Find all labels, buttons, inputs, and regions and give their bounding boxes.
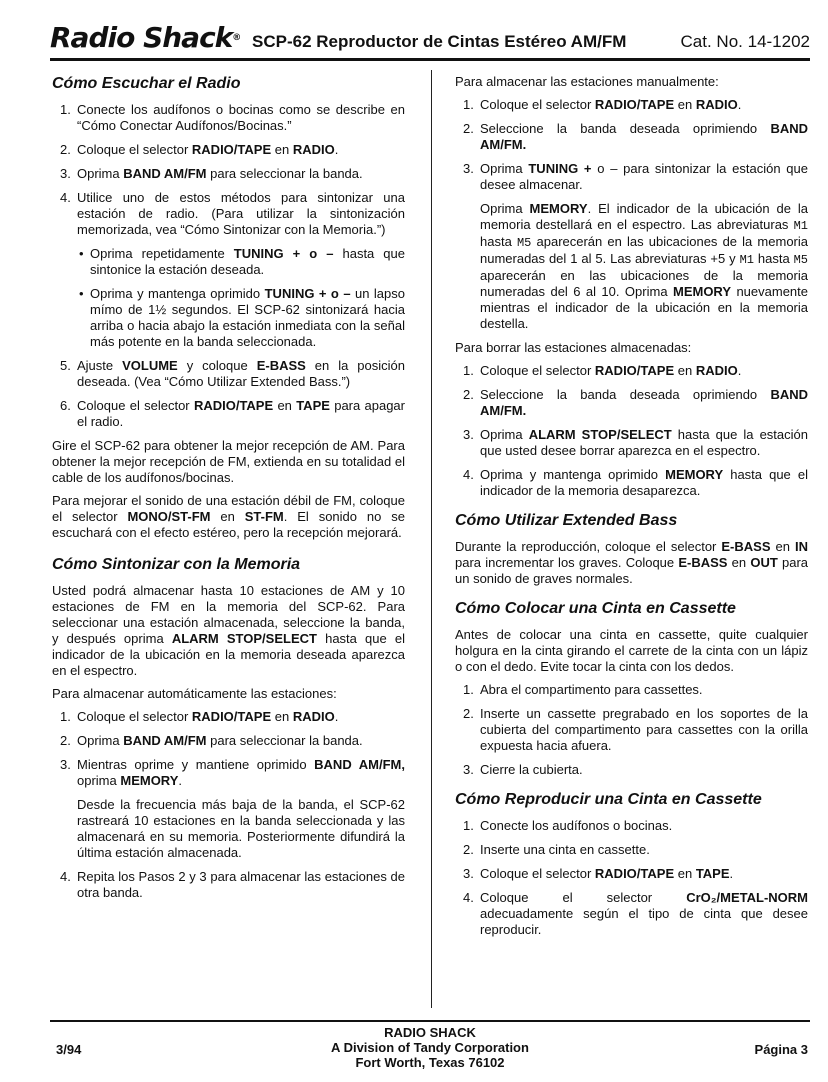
list-item: 5. Ajuste VOLUME y coloque E-BASS en la posición deseada. (Vea “Cómo Utilizar Extended Bass.”) (60, 358, 405, 389)
paragraph: Durante la reproducción, coloque el selector E-BASS en IN para incrementar los graves. Coloque E-BASS en OUT para un sonido de graves normales. (455, 539, 808, 586)
footer-line: RADIO SHACK (384, 1025, 476, 1040)
play-steps (455, 818, 808, 938)
radio-shack-logo: Radio Shack® (50, 21, 241, 54)
list-item: 4. Coloque el selector CrO₂/METAL-NORM adecuadamente según el tipo de cinta que desee reproducir. (463, 890, 808, 937)
right-column (455, 74, 808, 946)
paragraph: Gire el SCP-62 para obtener la mejor recepción de AM. Para obtener la mejor recepción de FM, extienda en su totalidad el cable de los audífonos/bocinas. (52, 438, 405, 485)
step-note: Desde la frecuencia más baja de la banda, el SCP-62 rastreará 10 estaciones en la banda seleccionada y las almacenará en su memoria. Posteriormente difundirá la última estación almacenada. (77, 797, 405, 860)
list-item: 3. Cierre la cubierta. (463, 762, 583, 777)
footer-line: Fort Worth, Texas 76102 (355, 1055, 505, 1070)
list-item: 3. Mientras oprime y mantiene oprimido BAND AM/FM, oprima MEMORY. (60, 757, 405, 788)
list-item: 6. Coloque el selector RADIO/TAPE en TAPE para apagar el radio. (60, 398, 405, 429)
paragraph: Antes de colocar una cinta en cassette, quite cualquier holgura en la cinta girando el carrete de la cinta con un lápiz o con el dedo. Evite tocar la cinta con los dedos. (455, 627, 808, 674)
manual-store-steps (455, 97, 808, 332)
auto-store-steps (52, 709, 405, 901)
list-item: 3. Oprima ALARM STOP/SELECT hasta que la estación que usted desee borrar aparezca en el espectro. (463, 427, 808, 458)
footer-line: A Division of Tandy Corporation (331, 1040, 529, 1055)
heading-extended-bass: Cómo Utilizar Extended Bass (455, 512, 678, 529)
document-title: SCP-62 Reproductor de Cintas Estéreo AM/FM (252, 32, 627, 51)
heading-listen-radio: Cómo Escuchar el Radio (52, 75, 241, 92)
list-item: 2. Inserte un cassette pregrabado en los soportes de la cubierta del compartimento para cassettes con la orilla expuesta hacia afuera. (463, 706, 808, 753)
paragraph: Usted podrá almacenar hasta 10 estaciones de AM y 10 estaciones de FM en la memoria del SCP-62. Para seleccionar una estación almacenada, seleccione la banda, y después oprima ALARM STOP/SELECT hasta que el indicador de la ubicación en la memoria deseada aparezca en el espectro. (52, 583, 405, 678)
column-divider (431, 70, 432, 1008)
list-item: 2. Seleccione la banda deseada oprimiendo BAND AM/FM. (463, 387, 808, 418)
page-number: Página 3 (754, 1042, 808, 1057)
list-item: 4. Utilice uno de estos métodos para sintonizar una estación de radio. (Para utilizar la sintonización memorizada, vea “Cómo Sintonizar con la Memoria.”) (60, 190, 405, 237)
left-column (52, 74, 405, 909)
heading-memory-tuning: Cómo Sintonizar con la Memoria (52, 556, 301, 573)
erase-steps (455, 363, 808, 499)
header-rule (50, 58, 810, 61)
list-item: 1. Abra el compartimento para cassettes. (463, 682, 703, 697)
step-note: Oprima MEMORY. El indicador de la ubicación de la memoria destellará en el espectro. Las abreviaturas M1 hasta M5 aparecerán en las ubicaciones de la memoria numeradas del 1 al 5. Las abreviaturas +5 y M1 hasta M5 aparecerán en las ubicaciones de la memoria numeradas del 6 al 10. Oprima MEMORY nuevamente mientras el indicador de la ubicación en la memoria destella. (480, 201, 809, 331)
list-item: 2. Inserte una cinta en cassette. (463, 842, 650, 857)
paragraph: Para borrar las estaciones almacenadas: (455, 340, 692, 355)
list-item: 3. Oprima BAND AM/FM para seleccionar la banda. (60, 166, 363, 181)
footer-date: 3/94 (56, 1042, 82, 1057)
list-item: 2. Seleccione la banda deseada oprimiendo BAND AM/FM. (463, 121, 808, 152)
paragraph: Para almacenar las estaciones manualmente: (455, 74, 719, 89)
footer-rule (50, 1020, 810, 1022)
heading-play-cassette: Cómo Reproducir una Cinta en Cassette (455, 791, 762, 808)
list-item: 1. Coloque el selector RADIO/TAPE en RADIO. (463, 97, 742, 112)
paragraph: Para mejorar el sonido de una estación débil de FM, coloque el selector MONO/ST-FM en ST-FM. El sonido no se escuchará con el efecto estéreo, pero la recepción mejorará. (52, 493, 405, 540)
place-steps (455, 682, 808, 778)
footer-company (230, 1025, 630, 1070)
paragraph: Para almacenar automáticamente las estaciones: (52, 686, 337, 701)
heading-place-cassette: Cómo Colocar una Cinta en Cassette (455, 600, 736, 617)
bullet-item: • Oprima y mantenga oprimido TUNING + o – un lapso mímo de 1½ segundos. El SCP-62 sintonizará hacia arriba o hacia abajo la estación inmediata con la señal más potente en la banda seleccionada. (79, 286, 406, 349)
list-item: 1. Conecte los audífonos o bocinas como se describe en “Cómo Conectar Audífonos/Bocinas.” (60, 102, 405, 133)
bullet-item: • Oprima repetidamente TUNING + o – hasta que sintonice la estación deseada. (79, 246, 405, 277)
list-item: 1. Coloque el selector RADIO/TAPE en RADIO. (463, 363, 742, 378)
list-item: 2. Coloque el selector RADIO/TAPE en RADIO. (60, 142, 339, 157)
list-item: 3. Coloque el selector RADIO/TAPE en TAPE. (463, 866, 734, 881)
catalog-number: Cat. No. 14-1202 (680, 32, 810, 51)
list-item: 4. Repita los Pasos 2 y 3 para almacenar las estaciones de otra banda. (60, 869, 405, 900)
list-item: 1. Conecte los audífonos o bocinas. (463, 818, 673, 833)
list-item: 4. Oprima y mantenga oprimido MEMORY hasta que el indicador de la memoria desaparezca. (463, 467, 808, 498)
logo-text: Radio Shack (50, 21, 233, 54)
page-header (50, 22, 810, 56)
list-item: 1. Coloque el selector RADIO/TAPE en RADIO. (60, 709, 339, 724)
list-item: 3. Oprima TUNING + o – para sintonizar la estación que desee almacenar. (463, 161, 808, 192)
list-item: 2. Oprima BAND AM/FM para seleccionar la banda. (60, 733, 363, 748)
radio-steps (52, 102, 405, 430)
